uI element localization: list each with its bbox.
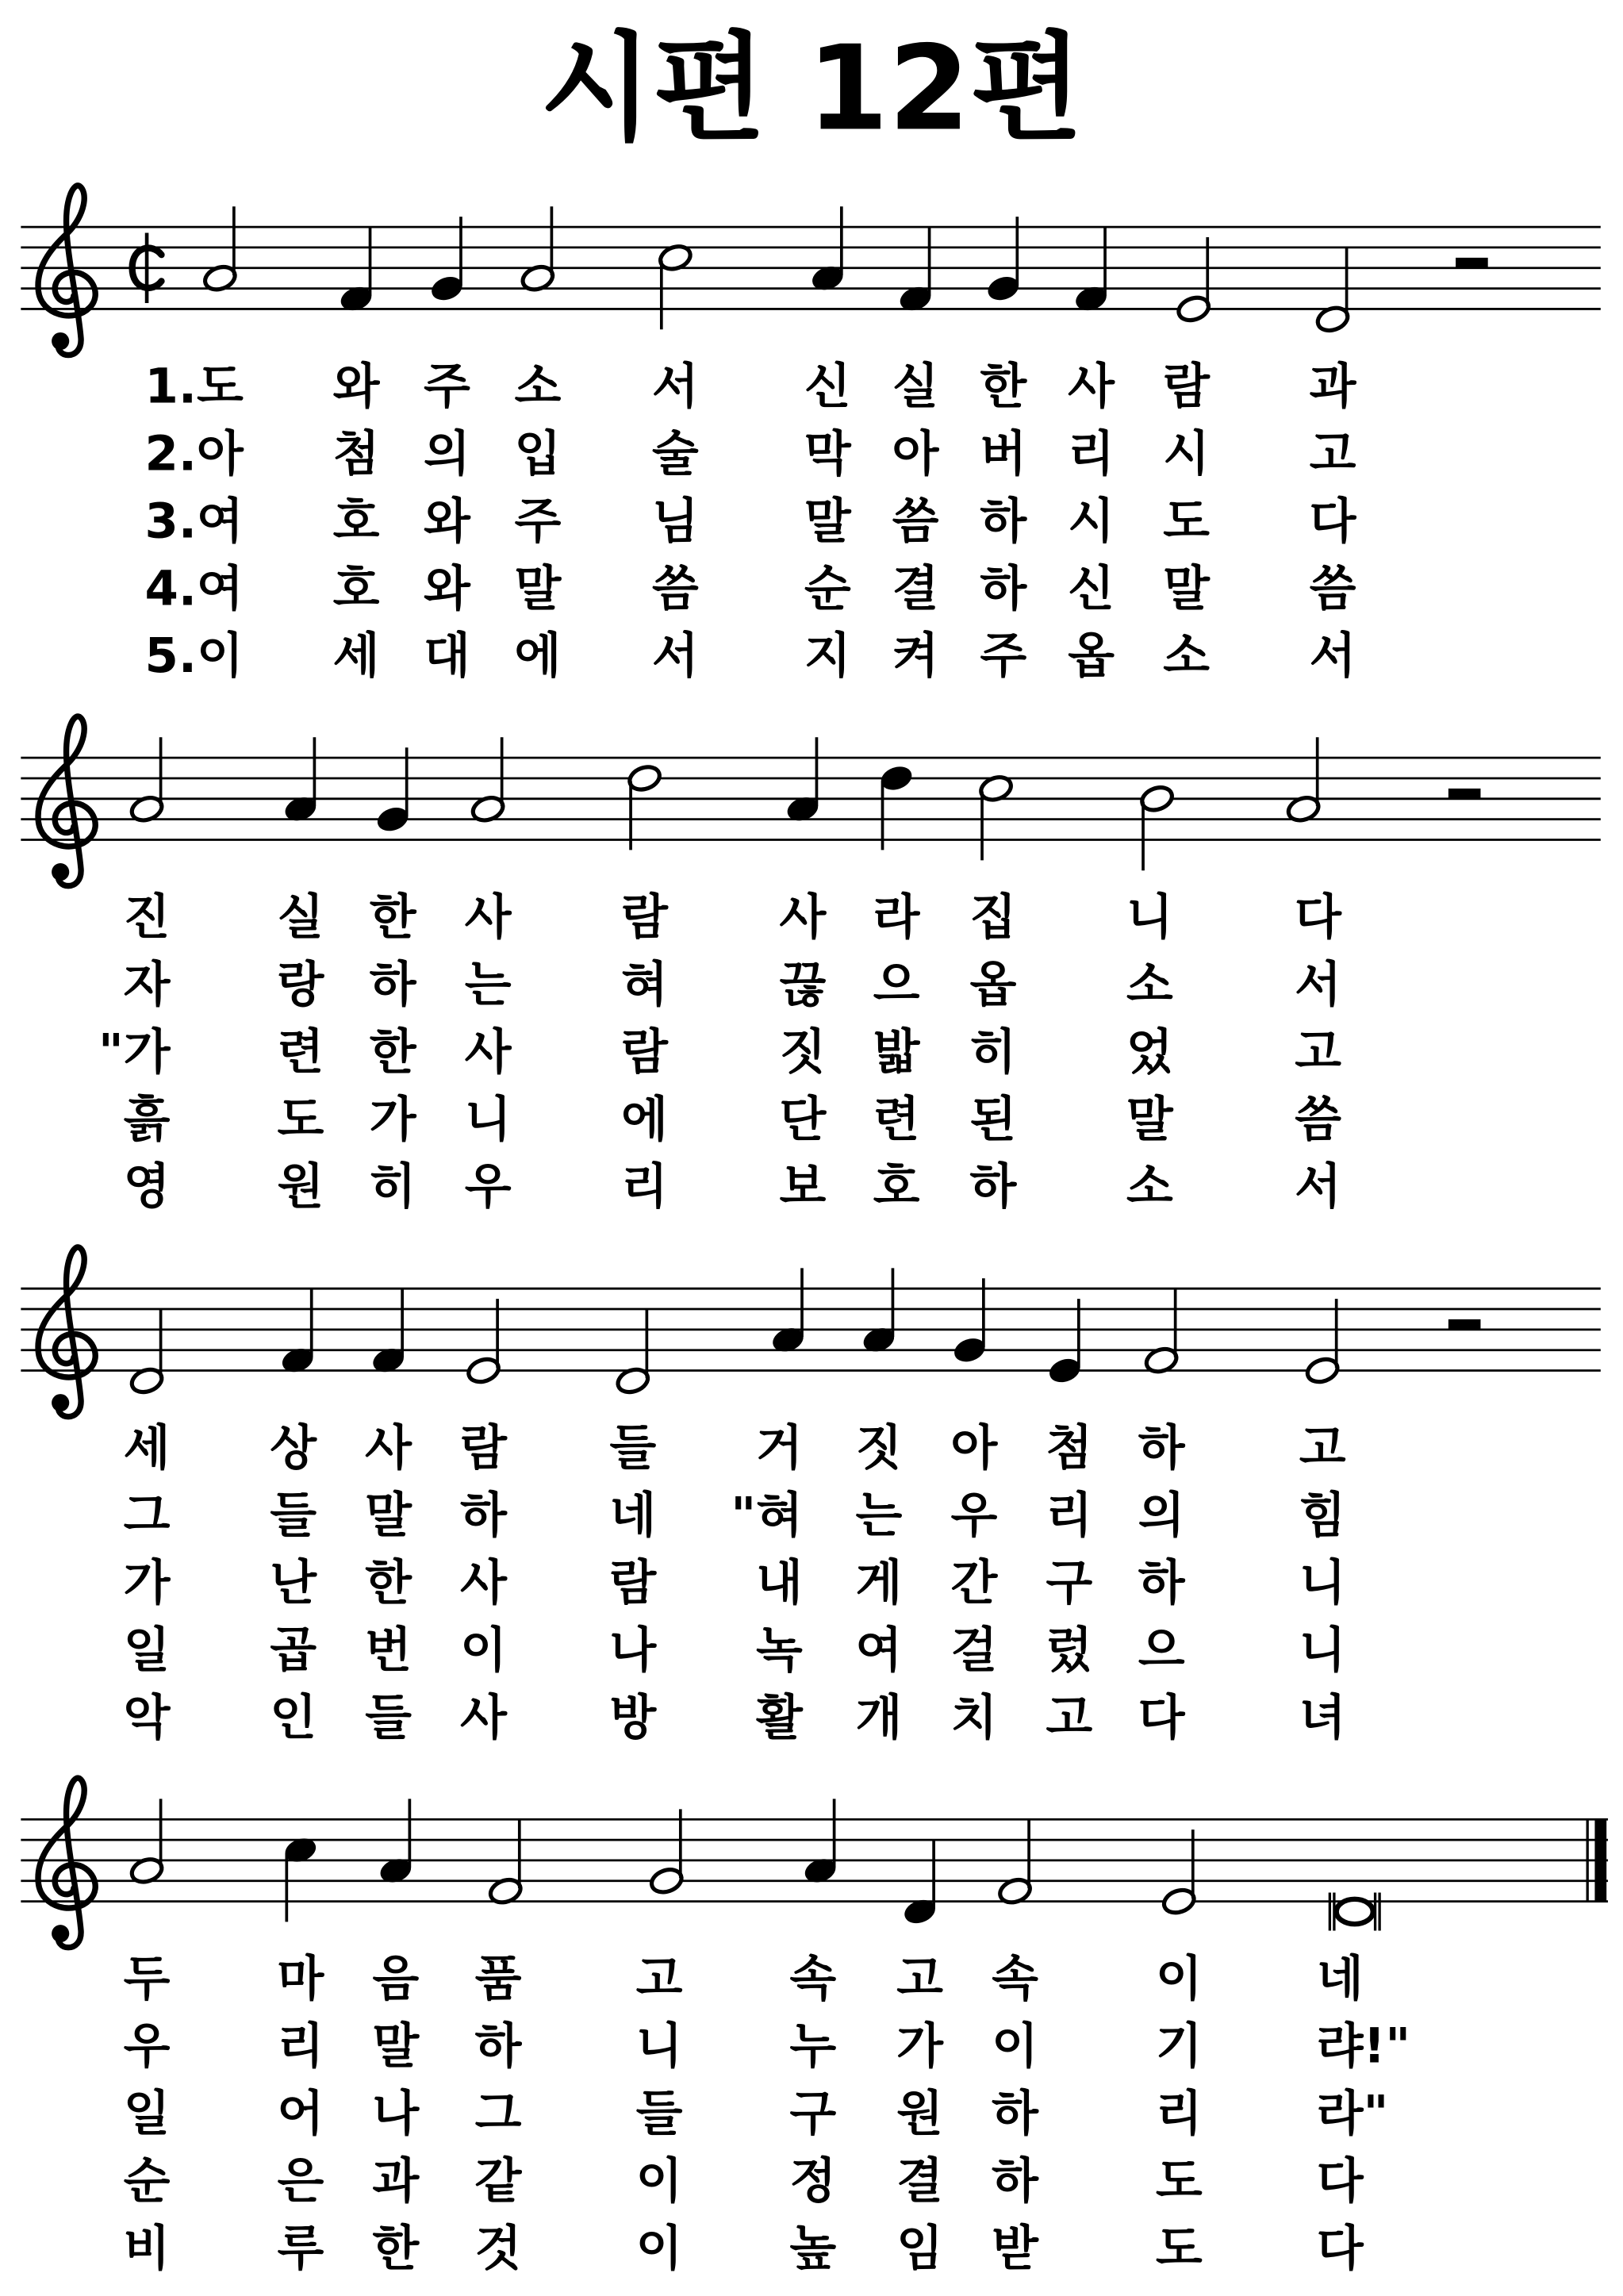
lyric-syllable: 일	[123, 1622, 171, 1679]
lyric-syllable: 곱	[270, 1622, 317, 1679]
lyric-syllable: 히	[969, 1023, 1017, 1081]
lyric-syllable: 고	[1299, 1419, 1346, 1476]
lyric-syllable: 난	[270, 1554, 317, 1611]
lyric-syllable: 실	[277, 889, 324, 946]
lyric-syllable: 치	[950, 1689, 998, 1746]
lyric-syllable: 다	[1138, 1689, 1185, 1746]
lyric-syllable: 씀	[651, 560, 699, 617]
lyric-syllable: 주	[980, 628, 1027, 685]
lyric-syllable: 와	[424, 560, 470, 617]
lyric-syllable: 순	[123, 2152, 171, 2210]
lyric-syllable: 일	[123, 2085, 171, 2142]
lyric-syllable: 리	[1155, 2085, 1203, 2142]
lyric-syllable: 정	[789, 2152, 837, 2210]
lyric-syllable: 한	[369, 1023, 416, 1081]
lyric-syllable: 번	[365, 1622, 412, 1679]
lyric-syllable: 여	[855, 1622, 903, 1679]
lyric-syllable: 고	[1046, 1689, 1093, 1746]
lyric-syllable: 가	[123, 1554, 171, 1611]
lyric-syllable: 사	[464, 1023, 512, 1081]
half-rest	[1456, 258, 1488, 268]
lyric-syllable: 니	[1126, 889, 1173, 946]
lyric-syllable: 소	[1163, 628, 1210, 685]
lyric-syllable: 고	[896, 1950, 943, 2007]
lyric-syllable: 그	[474, 2085, 522, 2142]
lyric-syllable: 옵	[969, 956, 1017, 1013]
lyric-syllable: 높	[789, 2220, 837, 2277]
lyric-syllable: 다	[1309, 493, 1356, 550]
lyric-syllable: 하	[992, 2152, 1038, 2210]
lyric-syllable: 한	[365, 1554, 412, 1611]
lyric-syllable: 의	[424, 425, 470, 482]
lyric-syllable: 이	[635, 2152, 683, 2210]
lyric-syllable: 네	[1316, 1950, 1364, 2007]
lyric-syllable: 켜	[892, 628, 939, 685]
lyric-syllable: 집	[969, 889, 1017, 946]
lyric-syllable: 힘	[1299, 1487, 1346, 1544]
lyric-syllable: 니	[635, 2018, 683, 2075]
lyric-syllable: 서	[1309, 628, 1356, 685]
lyric-syllable: 진	[123, 889, 171, 946]
lyric-syllable: 기	[1155, 2018, 1203, 2075]
lyric-syllable: 대	[424, 628, 470, 685]
lyric-syllable: 도	[1155, 2152, 1203, 2210]
lyric-syllable: 에	[621, 1091, 669, 1148]
lyric-syllable: 결	[892, 560, 939, 617]
lyric-syllable: 서	[651, 358, 699, 415]
lyric-syllable: 첨	[1046, 1419, 1093, 1476]
lyric-syllable: 짓	[855, 1419, 903, 1476]
lyric-syllable: 니	[1299, 1554, 1346, 1611]
lyric-syllable: 가	[896, 2018, 943, 2075]
lyric-syllable: 술	[651, 425, 699, 482]
lyric-syllable: 아	[950, 1419, 998, 1476]
lyric-syllable: 속	[992, 1950, 1038, 2007]
lyric-syllable: 말	[372, 2018, 420, 2075]
lyric-syllable: 끊	[779, 956, 827, 1013]
lyric-syllable: 구	[1046, 1554, 1093, 1611]
lyric-syllable: 이	[992, 2018, 1038, 2075]
lyric-syllable: 니	[1299, 1622, 1346, 1679]
lyric-syllable: 람	[609, 1554, 657, 1611]
lyric-syllable: 과	[1309, 358, 1356, 415]
lyric-syllable: 하	[980, 560, 1027, 617]
lyric-syllable: 우	[123, 2018, 171, 2075]
treble-clef-tail	[52, 1394, 69, 1411]
lyric-syllable: 하	[1138, 1554, 1185, 1611]
lyric-syllable: 아	[892, 425, 939, 482]
lyric-syllable: 이	[635, 2220, 683, 2277]
lyric-syllable: 은	[277, 2152, 324, 2210]
treble-clef-tail	[52, 332, 69, 350]
notehead	[1337, 1899, 1373, 1924]
lyric-syllable: 사	[779, 889, 827, 946]
lyric-syllable: 2.아	[144, 425, 244, 482]
lyric-syllable: 품	[474, 1950, 522, 2007]
lyric-syllable: 는	[855, 1487, 903, 1544]
lyric-syllable: 주	[424, 358, 470, 415]
lyric-syllable: 주	[514, 493, 562, 550]
lyric-syllable: 다	[1295, 889, 1342, 946]
lyric-syllable: 소	[514, 358, 562, 415]
lyric-syllable: 짓	[779, 1023, 827, 1081]
lyric-syllable: 음	[372, 1950, 420, 2007]
lyric-syllable: 시	[1163, 425, 1210, 482]
lyric-syllable: 것	[474, 2220, 522, 2277]
lyric-syllable: 람	[1163, 358, 1210, 415]
lyric-syllable: 과	[372, 2152, 420, 2210]
lyric-syllable: 두	[123, 1950, 171, 2007]
lyric-syllable: 시	[1068, 493, 1115, 550]
lyric-syllable: 와	[332, 358, 380, 415]
lyric-syllable: 서	[1295, 956, 1342, 1013]
lyric-syllable: 임	[896, 2220, 943, 2277]
lyric-syllable: 보	[779, 1158, 827, 1215]
lyric-syllable: 영	[123, 1158, 171, 1215]
lyric-syllable: 말	[804, 493, 851, 550]
lyric-syllable: 마	[277, 1950, 324, 2007]
lyric-syllable: 상	[270, 1419, 317, 1476]
lyric-syllable: 세	[123, 1419, 171, 1476]
lyric-syllable: 같	[474, 2152, 522, 2210]
lyric-syllable: 우	[464, 1158, 512, 1215]
lyric-syllable: 한	[372, 2220, 420, 2277]
half-rest	[1448, 789, 1481, 799]
lyric-syllable: 사	[460, 1689, 507, 1746]
lyric-syllable: 실	[892, 358, 939, 415]
lyric-syllable: 다	[1316, 2220, 1364, 2277]
lyric-syllable: 랑	[277, 956, 324, 1013]
lyric-syllable: 의	[1138, 1487, 1185, 1544]
lyric-syllable: 그	[123, 1487, 171, 1544]
lyric-syllable: 는	[464, 956, 512, 1013]
lyric-syllable: 이	[1155, 1950, 1203, 2007]
lyric-syllable: 사	[365, 1419, 412, 1476]
lyric-syllable: 씀	[892, 493, 939, 550]
lyric-syllable: 들	[609, 1419, 657, 1476]
lyric-syllable: 속	[789, 1950, 837, 2007]
lyric-syllable: 구	[789, 2085, 837, 2142]
lyric-syllable: 우	[950, 1487, 998, 1544]
lyric-syllable: 고	[635, 1950, 683, 2007]
lyric-syllable: "혀	[731, 1487, 803, 1544]
lyric-syllable: 으	[873, 956, 920, 1013]
lyric-syllable: 들	[270, 1487, 317, 1544]
lyric-syllable: 한	[369, 889, 416, 946]
lyric-syllable: 들	[365, 1689, 412, 1746]
lyric-syllable: 1.도	[144, 358, 244, 415]
lyric-syllable: 세	[332, 628, 380, 685]
lyric-syllable: 하	[1138, 1419, 1185, 1476]
lyric-syllable: 버	[980, 425, 1027, 482]
lyric-syllable: 나	[372, 2085, 420, 2142]
lyric-syllable: 걸	[950, 1622, 998, 1679]
lyric-syllable: 호	[332, 560, 380, 617]
lyric-syllable: 한	[980, 358, 1027, 415]
lyric-syllable: 호	[332, 493, 380, 550]
lyric-syllable: 간	[950, 1554, 998, 1611]
lyric-syllable: 하	[474, 2018, 522, 2075]
lyric-syllable: 4.여	[144, 560, 244, 617]
lyric-syllable: 첨	[332, 425, 380, 482]
lyric-syllable: 사	[1068, 358, 1115, 415]
page-title: 시편 12편	[539, 20, 1084, 157]
lyric-syllable: 련	[277, 1023, 324, 1081]
lyric-syllable: 라"	[1316, 2085, 1389, 2142]
lyric-syllable: 단	[779, 1091, 827, 1148]
lyric-syllable: 막	[804, 425, 851, 482]
lyric-syllable: 말	[1163, 560, 1210, 617]
lyric-syllable: 니	[464, 1091, 512, 1148]
lyric-syllable: 하	[460, 1487, 507, 1544]
lyric-syllable: 원	[277, 1158, 324, 1215]
lyric-syllable: 녀	[1299, 1689, 1346, 1746]
lyric-syllable: 비	[123, 2220, 171, 2277]
lyric-syllable: 다	[1316, 2152, 1364, 2210]
lyric-syllable: 가	[369, 1091, 416, 1148]
lyric-syllable: 서	[651, 628, 699, 685]
lyric-syllable: 사	[464, 889, 512, 946]
lyric-syllable: 하	[969, 1158, 1017, 1215]
lyric-syllable: 하	[369, 956, 416, 1013]
lyric-syllable: 말	[1126, 1091, 1173, 1148]
lyric-syllable: 누	[789, 2018, 837, 2075]
lyric-syllable: 순	[804, 560, 851, 617]
lyric-syllable: 녹	[755, 1622, 803, 1679]
lyric-syllable: 5.이	[144, 628, 244, 685]
lyric-syllable: 개	[855, 1689, 903, 1746]
treble-clef-tail	[52, 1925, 69, 1942]
lyric-syllable: 3.여	[144, 493, 244, 550]
lyric-syllable: 렀	[1046, 1622, 1093, 1679]
lyric-syllable: 나	[609, 1622, 657, 1679]
lyric-syllable: 랴!"	[1316, 2018, 1411, 2075]
half-rest	[1448, 1319, 1481, 1330]
lyric-syllable: 지	[804, 628, 851, 685]
lyric-syllable: 밟	[873, 1023, 920, 1081]
lyric-syllable: 자	[123, 956, 171, 1013]
lyric-syllable: 리	[277, 2018, 324, 2075]
lyric-syllable: 람	[621, 889, 669, 946]
lyric-syllable: 련	[873, 1091, 920, 1148]
lyric-syllable: 결	[896, 2152, 943, 2210]
lyric-syllable: 말	[365, 1487, 412, 1544]
lyric-syllable: 말	[514, 560, 562, 617]
lyric-syllable: 거	[755, 1419, 803, 1476]
lyric-syllable: 소	[1126, 1158, 1173, 1215]
lyric-syllable: 방	[609, 1689, 657, 1746]
lyric-syllable: 와	[424, 493, 470, 550]
lyric-syllable: 리	[1046, 1487, 1093, 1544]
thick-barline	[1594, 1819, 1606, 1901]
lyric-syllable: 게	[855, 1554, 903, 1611]
lyric-syllable: 씀	[1295, 1091, 1342, 1148]
lyric-syllable: 흙	[123, 1091, 171, 1148]
lyric-syllable: 하	[980, 493, 1027, 550]
lyric-syllable: 들	[635, 2085, 683, 2142]
lyric-syllable: 씀	[1309, 560, 1356, 617]
lyric-syllable: 도	[1155, 2220, 1203, 2277]
lyric-syllable: 어	[277, 2085, 324, 2142]
lyric-syllable: 원	[896, 2085, 943, 2142]
lyric-syllable: 호	[873, 1158, 920, 1215]
lyric-syllable: 신	[804, 358, 851, 415]
lyric-syllable: 라	[873, 889, 920, 946]
lyric-syllable: 리	[621, 1158, 669, 1215]
lyric-syllable: 소	[1126, 956, 1173, 1013]
lyric-syllable: 고	[1309, 425, 1356, 482]
lyric-syllable: 었	[1126, 1023, 1173, 1081]
lyric-syllable: 리	[1068, 425, 1115, 482]
lyric-syllable: 루	[277, 2220, 324, 2277]
lyric-syllable: 람	[460, 1419, 507, 1476]
lyric-syllable: 람	[621, 1023, 669, 1081]
lyric-syllable: 히	[369, 1158, 416, 1215]
lyric-syllable: 고	[1295, 1023, 1342, 1081]
lyric-syllable: 악	[123, 1689, 171, 1746]
lyric-syllable: 으	[1138, 1622, 1185, 1679]
lyric-syllable: 옵	[1068, 628, 1115, 685]
treble-clef-tail	[52, 863, 69, 881]
lyric-syllable: 도	[277, 1091, 324, 1148]
lyric-syllable: 서	[1295, 1158, 1342, 1215]
lyric-syllable: "가	[98, 1023, 171, 1081]
lyric-syllable: 님	[651, 493, 699, 550]
lyric-syllable: 활	[755, 1689, 803, 1746]
lyric-syllable: 도	[1163, 493, 1210, 550]
lyric-syllable: 신	[1068, 560, 1115, 617]
lyric-syllable: 받	[992, 2220, 1038, 2277]
lyric-syllable: 내	[755, 1554, 803, 1611]
lyric-syllable: 인	[270, 1689, 317, 1746]
lyric-syllable: 네	[609, 1487, 657, 1544]
lyric-syllable: 혀	[621, 956, 669, 1013]
lyric-syllable: 에	[514, 628, 562, 685]
lyric-syllable: 입	[514, 425, 562, 482]
lyric-syllable: 이	[460, 1622, 507, 1679]
lyric-syllable: 사	[460, 1554, 507, 1611]
lyric-syllable: 된	[969, 1091, 1017, 1148]
lyric-syllable: 하	[992, 2085, 1038, 2142]
